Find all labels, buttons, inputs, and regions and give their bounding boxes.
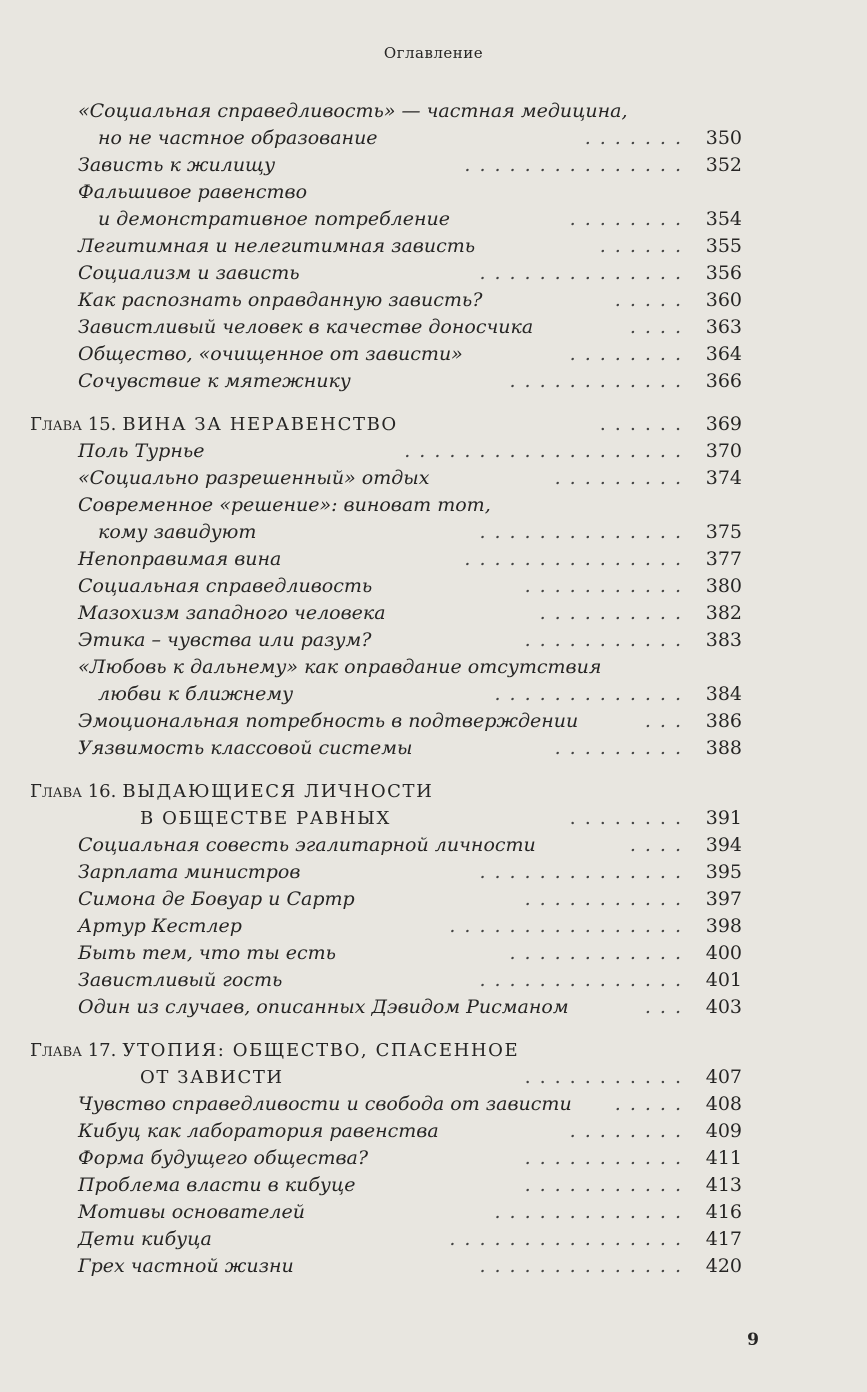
leader-dots: ....	[629, 316, 690, 338]
chapter-gap	[30, 395, 742, 411]
toc-page-number: 395	[705, 861, 742, 883]
section-title: Симона де Бовуар и Сартр	[78, 888, 355, 910]
toc-page-number: 370	[705, 440, 742, 462]
toc-entry-line	[30, 546, 742, 573]
toc-page-number: 374	[705, 467, 742, 489]
leader-dots: ................	[449, 915, 690, 937]
toc-entry-line	[30, 994, 742, 1021]
toc-entry-line	[30, 967, 742, 994]
section-title: Быть тем, что ты есть	[78, 942, 337, 964]
leader-dots: ........	[569, 343, 690, 365]
toc-entry-line	[30, 681, 742, 708]
toc-entry-line	[30, 913, 742, 940]
running-title: Оглавление	[383, 44, 484, 62]
chapter-gap	[30, 1021, 742, 1037]
toc-page-number: 363	[705, 316, 742, 338]
toc-entry-line	[30, 492, 742, 519]
section-title: Этика – чувства или разум?	[78, 629, 372, 651]
chapter-label: Глава 17.	[30, 1040, 117, 1061]
section-title: Фальшивое равенство	[78, 181, 308, 203]
toc-page-number: 386	[705, 710, 742, 732]
section-title: «Социально разрешенный» отдых	[78, 467, 430, 489]
toc-entry-line	[30, 519, 742, 546]
leader-dots: ...	[644, 710, 690, 732]
toc-page-number: 384	[705, 683, 742, 705]
toc-entry-line	[30, 233, 742, 260]
leader-dots: ...............	[464, 154, 690, 176]
leader-dots: ...........	[524, 888, 690, 910]
section-title: Кибуц как лаборатория равенства	[78, 1120, 439, 1142]
section-title: и демонстративное потребление	[98, 208, 451, 230]
toc-page-number: 360	[705, 289, 742, 311]
toc-page-number: 398	[705, 915, 742, 937]
toc-entry-line	[30, 1253, 742, 1280]
toc-page-number: 377	[705, 548, 742, 570]
toc-page-number: 352	[705, 154, 742, 176]
toc-entry-line	[30, 735, 742, 762]
section-title: Мотивы основателей	[78, 1201, 305, 1223]
toc-page-number: 391	[705, 807, 742, 829]
section-title: «Социальная справедливость» — частная медицина,	[78, 100, 628, 122]
leader-dots: ...........	[524, 1147, 690, 1169]
toc-page-number: 356	[705, 262, 742, 284]
toc-entry-line	[30, 940, 742, 967]
toc-entry-line	[30, 368, 742, 395]
toc-page-number: 400	[705, 942, 742, 964]
toc-chapter-line	[30, 1037, 742, 1064]
section-title: Уязвимость классовой системы	[78, 737, 413, 759]
chapter-gap	[30, 762, 742, 778]
toc-entry-line	[30, 125, 742, 152]
leader-dots: ...............	[464, 548, 690, 570]
leader-dots: ....	[629, 834, 690, 856]
toc-entry-line	[30, 600, 742, 627]
section-title: Сочувствие к мятежнику	[78, 370, 351, 392]
toc-page-number: 413	[705, 1174, 742, 1196]
toc-page-number: 355	[705, 235, 742, 257]
toc-chapter-line	[30, 778, 742, 805]
toc-page-number: 403	[705, 996, 742, 1018]
section-title: Форма будущего общества?	[78, 1147, 369, 1169]
chapter-label: Глава 15.	[30, 414, 117, 435]
leader-dots: ......	[599, 235, 690, 257]
toc-page-number: 369	[705, 413, 742, 435]
chapter-label: Глава 16.	[30, 781, 117, 802]
section-title: но не частное образование	[98, 127, 378, 149]
section-title: Современное «решение»: виноват тот,	[78, 494, 491, 516]
section-title: Общество, «очищенное от зависти»	[78, 343, 463, 365]
leader-dots: ..........	[539, 602, 690, 624]
toc-page-number: 407	[705, 1066, 742, 1088]
section-title: любви к ближнему	[98, 683, 294, 705]
toc-page-number: 388	[705, 737, 742, 759]
section-title: Мазохизм западного человека	[78, 602, 386, 624]
section-title: Непоправимая вина	[78, 548, 282, 570]
toc-entry-line	[30, 886, 742, 913]
toc-entry-line	[30, 98, 742, 125]
toc-page-number: 417	[705, 1228, 742, 1250]
section-title: Проблема власти в кибуце	[78, 1174, 356, 1196]
section-title: Зарплата министров	[78, 861, 301, 883]
toc-entry-line	[30, 1145, 742, 1172]
leader-dots: ...........	[524, 629, 690, 651]
toc-entry-line	[30, 1199, 742, 1226]
leader-dots: ........	[569, 1120, 690, 1142]
leader-dots: ...................	[404, 440, 690, 462]
section-title: Артур Кестлер	[78, 915, 242, 937]
toc-page-number: 411	[705, 1147, 742, 1169]
section-title: Один из случаев, описанных Дэвидом Рисманом	[78, 996, 569, 1018]
chapter-title: УТОПИЯ: ОБЩЕСТВО, СПАСЕННОЕ	[122, 1040, 520, 1061]
toc-page-number: 382	[705, 602, 742, 624]
leader-dots: ...........	[524, 575, 690, 597]
leader-dots: .....	[614, 1093, 690, 1115]
toc-page-number: 416	[705, 1201, 742, 1223]
leader-dots: ..............	[479, 262, 690, 284]
toc-entry-line	[30, 465, 742, 492]
toc-entry-line	[30, 654, 742, 681]
leader-dots: ........	[569, 208, 690, 230]
table-of-contents	[30, 98, 742, 1280]
toc-entry-line	[30, 573, 742, 600]
toc-entry-line	[30, 859, 742, 886]
leader-dots: ................	[449, 1228, 690, 1250]
toc-entry-line	[30, 206, 742, 233]
toc-entry-line	[30, 179, 742, 206]
toc-entry-line	[30, 287, 742, 314]
leader-dots: .........	[554, 467, 690, 489]
toc-page-number: 394	[705, 834, 742, 856]
section-title: Завистливый человек в качестве доносчика	[78, 316, 534, 338]
chapter-title: ВИНА ЗА НЕРАВЕНСТВО	[122, 414, 398, 435]
leader-dots: .............	[494, 1201, 690, 1223]
toc-page-number: 354	[705, 208, 742, 230]
toc-entry-line	[30, 314, 742, 341]
section-title: Чувство справедливости и свобода от зависти	[78, 1093, 572, 1115]
section-title: Грех частной жизни	[78, 1255, 294, 1277]
toc-page-number: 364	[705, 343, 742, 365]
section-title: Как распознать оправданную зависть?	[78, 289, 483, 311]
section-title: Зависть к жилищу	[78, 154, 276, 176]
toc-entry-line	[30, 1226, 742, 1253]
toc-chapter-line	[30, 411, 742, 438]
toc-page-number: 420	[705, 1255, 742, 1277]
section-title: Социализм и зависть	[78, 262, 300, 284]
section-title: «Любовь к дальнему» как оправдание отсутствия	[78, 656, 602, 678]
leader-dots: ............	[509, 942, 690, 964]
toc-entry-line	[30, 1118, 742, 1145]
toc-entry-line	[30, 1172, 742, 1199]
leader-dots: ..............	[479, 861, 690, 883]
page-number: 9	[747, 1330, 759, 1350]
section-title: Поль Турнье	[78, 440, 205, 462]
toc-page-number: 401	[705, 969, 742, 991]
leader-dots: ........	[569, 807, 690, 829]
toc-entry-line	[30, 627, 742, 654]
chapter-title: В ОБЩЕСТВЕ РАВНЫХ	[140, 808, 391, 829]
leader-dots: ...........	[524, 1066, 690, 1088]
toc-entry-line	[30, 832, 742, 859]
toc-chapter-line	[30, 805, 742, 832]
leader-dots: ............	[509, 370, 690, 392]
section-title: Социальная совесть эгалитарной личности	[78, 834, 536, 856]
leader-dots: .....	[614, 289, 690, 311]
toc-page-number: 380	[705, 575, 742, 597]
leader-dots: .........	[554, 737, 690, 759]
toc-page-number: 397	[705, 888, 742, 910]
toc-page-number: 408	[705, 1093, 742, 1115]
toc-entry-line	[30, 152, 742, 179]
section-title: Социальная справедливость	[78, 575, 373, 597]
leader-dots: .............	[494, 683, 690, 705]
toc-page-number: 375	[705, 521, 742, 543]
chapter-title: ВЫДАЮЩИЕСЯ ЛИЧНОСТИ	[122, 781, 434, 802]
section-title: Эмоциональная потребность в подтверждении	[78, 710, 579, 732]
toc-chapter-line	[30, 1064, 742, 1091]
section-title: кому завидуют	[98, 521, 257, 543]
leader-dots: .......	[584, 127, 690, 149]
leader-dots: ...	[644, 996, 690, 1018]
toc-entry-line	[30, 708, 742, 735]
leader-dots: ......	[599, 413, 690, 435]
toc-page-number: 409	[705, 1120, 742, 1142]
leader-dots: ..............	[479, 521, 690, 543]
toc-entry-line	[30, 341, 742, 368]
section-title: Завистливый гость	[78, 969, 283, 991]
chapter-title: ОТ ЗАВИСТИ	[140, 1067, 284, 1088]
section-title: Легитимная и нелегитимная зависть	[78, 235, 476, 257]
section-title: Дети кибуца	[78, 1228, 212, 1250]
toc-page-number: 383	[705, 629, 742, 651]
leader-dots: ...........	[524, 1174, 690, 1196]
leader-dots: ..............	[479, 969, 690, 991]
toc-entry-line	[30, 1091, 742, 1118]
toc-page-number: 366	[705, 370, 742, 392]
leader-dots: ..............	[479, 1255, 690, 1277]
toc-page-number: 350	[705, 127, 742, 149]
toc-entry-line	[30, 260, 742, 287]
toc-entry-line	[30, 438, 742, 465]
